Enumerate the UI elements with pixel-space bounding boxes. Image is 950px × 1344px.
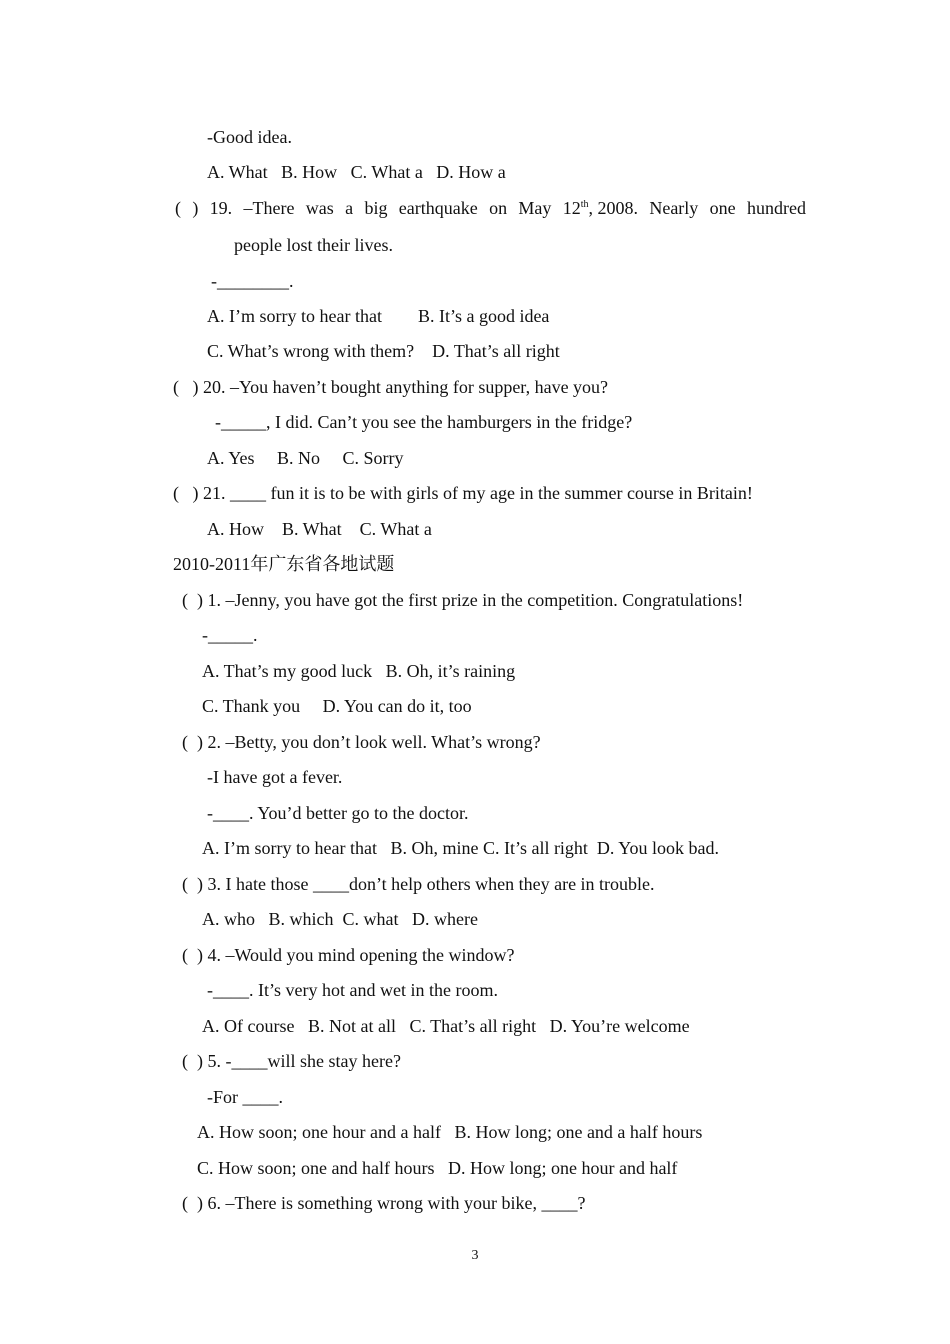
q21-stem: ( ) 21. ____ fun it is to be with girls of my age in the summer course in Britain! (173, 483, 753, 503)
s2-q2-stem: ( ) 2. –Betty, you don’t look well. What’s wrong? (182, 732, 541, 752)
q19-stem-cont: people lost their lives. (234, 235, 393, 255)
s2-q2-line2: -I have got a fever. (207, 767, 343, 787)
q19-options-ab: A. I’m sorry to hear that B. It’s a good idea (207, 306, 550, 326)
s2-q2-options: A. I’m sorry to hear that B. Oh, mine C. It’s all right D. You look bad. (202, 838, 719, 858)
section-heading: 2010-2011年广东省各地试题 (173, 554, 395, 574)
q19-options-cd: C. What’s wrong with them? D. That’s all right (207, 341, 560, 361)
s2-q4-reply: -____. It’s very hot and wet in the room. (207, 980, 498, 1000)
page-number: 3 (471, 1248, 479, 1263)
s2-q6-stem: ( ) 6. –There is something wrong with your bike, ____? (182, 1193, 586, 1213)
s2-q1-options-ab: A. That’s my good luck B. Oh, it’s raining (202, 661, 516, 681)
s2-q1-stem: ( ) 1. –Jenny, you have got the first prize in the competition. Congratulations! (182, 590, 744, 610)
q20-stem: ( ) 20. –You haven’t bought anything for supper, have you? (173, 377, 609, 397)
s2-q1-reply: -_____. (202, 625, 258, 645)
q18-options: A. What B. How C. What a D. How a (207, 162, 506, 182)
s2-q2-reply: -____. You’d better go to the doctor. (207, 803, 469, 823)
q19-reply: -________. (211, 271, 294, 291)
q19-stem: ( ) 19. –There was a big earthquake on May 12th, 2008. Nearly one hundred (175, 198, 806, 218)
q18-reply: -Good idea. (207, 127, 292, 147)
s2-q5-options-cd: C. How soon; one and half hours D. How long; one hour and half (197, 1158, 678, 1178)
s2-q4-stem: ( ) 4. –Would you mind opening the window? (182, 945, 515, 965)
s2-q5-reply: -For ____. (207, 1087, 283, 1107)
s2-q5-options-ab: A. How soon; one hour and a half B. How long; one and a half hours (197, 1122, 703, 1142)
s2-q3-stem: ( ) 3. I hate those ____don’t help others when they are in trouble. (182, 874, 655, 894)
s2-q4-options: A. Of course B. Not at all C. That’s all right D. You’re welcome (202, 1016, 690, 1036)
q21-options: A. How B. What C. What a (207, 519, 432, 539)
q20-options: A. Yes B. No C. Sorry (207, 448, 404, 468)
s2-q1-options-cd: C. Thank you D. You can do it, too (202, 696, 472, 716)
s2-q3-options: A. who B. which C. what D. where (202, 909, 478, 929)
s2-q5-stem: ( ) 5. -____will she stay here? (182, 1051, 401, 1071)
q20-reply: -_____, I did. Can’t you see the hamburgers in the fridge? (215, 412, 633, 432)
